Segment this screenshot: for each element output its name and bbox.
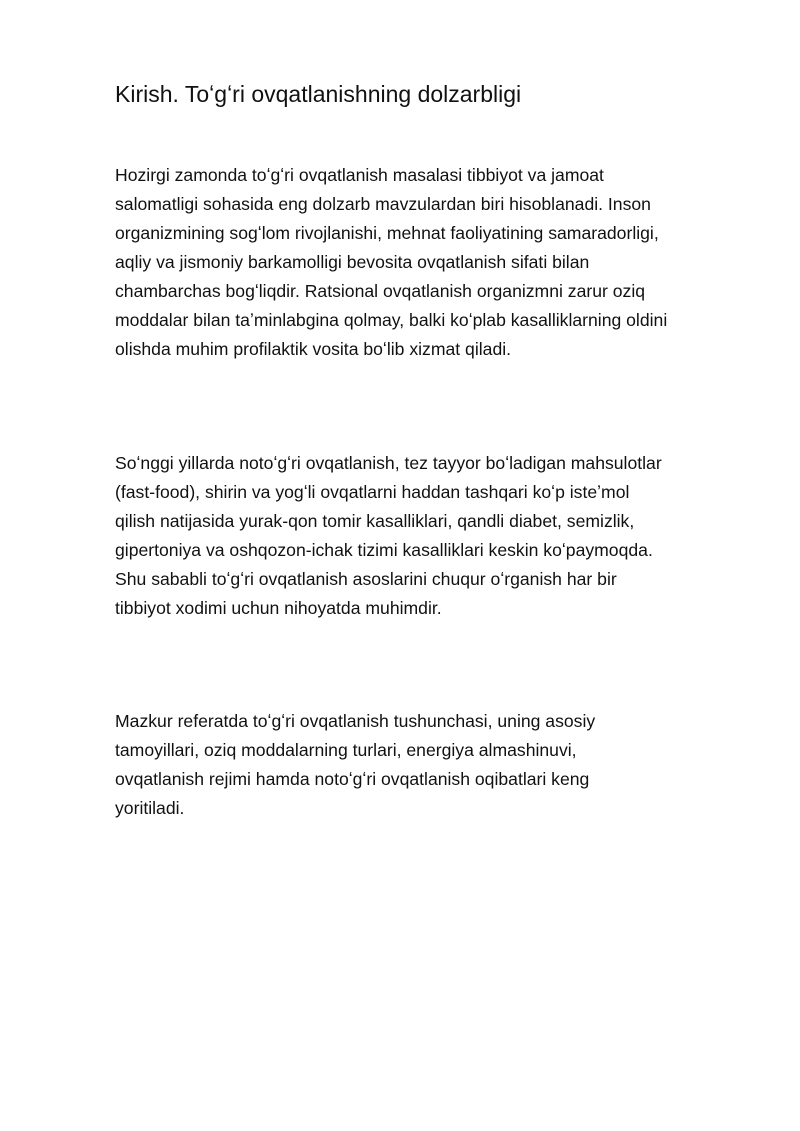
- paragraph-line: Hozirgi zamonda toʻgʻri ovqatlanish masalasi tibbiyot va jamoat: [115, 165, 604, 185]
- paragraph-line: moddalar bilan taʼminlabgina qolmay, balki koʻplab kasalliklarning oldini: [115, 310, 668, 330]
- paragraph-line: qilish natijasida yurak-qon tomir kasalliklari, qandli diabet, semizlik,: [115, 511, 635, 531]
- paragraph-line: tamoyillari, oziq moddalarning turlari, energiya almashinuvi,: [115, 740, 577, 760]
- paragraph-line: olishda muhim profilaktik vosita boʻlib xizmat qiladi.: [115, 339, 512, 359]
- paragraph-line: salomatligi sohasida eng dolzarb mavzulardan biri hisoblanadi. Inson: [115, 194, 651, 214]
- paragraph-line: ovqatlanish rejimi hamda notoʻgʻri ovqatlanish oqibatlari keng: [115, 769, 590, 789]
- paragraph-line: Shu sababli toʻgʻri ovqatlanish asoslarini chuqur oʻrganish har bir: [115, 569, 617, 589]
- paragraph-1: [115, 161, 750, 364]
- paragraph-line: chambarchas bogʻliqdir. Ratsional ovqatlanish organizmni zarur oziq: [115, 281, 646, 301]
- paragraph-3: [115, 707, 750, 823]
- paragraph-2: [115, 449, 750, 623]
- paragraph-line: yoritiladi.: [115, 798, 185, 818]
- paragraph-line: gipertoniya va oshqozon-ichak tizimi kasalliklari keskin koʻpaymoqda.: [115, 540, 653, 560]
- paragraph-line: Mazkur referatda toʻgʻri ovqatlanish tushunchasi, uning asosiy: [115, 711, 596, 731]
- paragraph-line: aqliy va jismoniy barkamolligi bevosita ovqatlanish sifati bilan: [115, 252, 590, 272]
- paragraph-line: organizmining sogʻlom rivojlanishi, mehnat faoliyatining samaradorligi,: [115, 223, 659, 243]
- paragraph-line: (fast-food), shirin va yogʻli ovqatlarni haddan tashqari koʻp isteʼmol: [115, 482, 630, 502]
- page-title: Kirish. Toʻgʻri ovqatlanishning dolzarbligi: [115, 81, 522, 107]
- paragraph-line: tibbiyot xodimi uchun nihoyatda muhimdir.: [115, 598, 442, 618]
- paragraph-line: Soʻnggi yillarda notoʻgʻri ovqatlanish, tez tayyor boʻladigan mahsulotlar: [115, 453, 662, 473]
